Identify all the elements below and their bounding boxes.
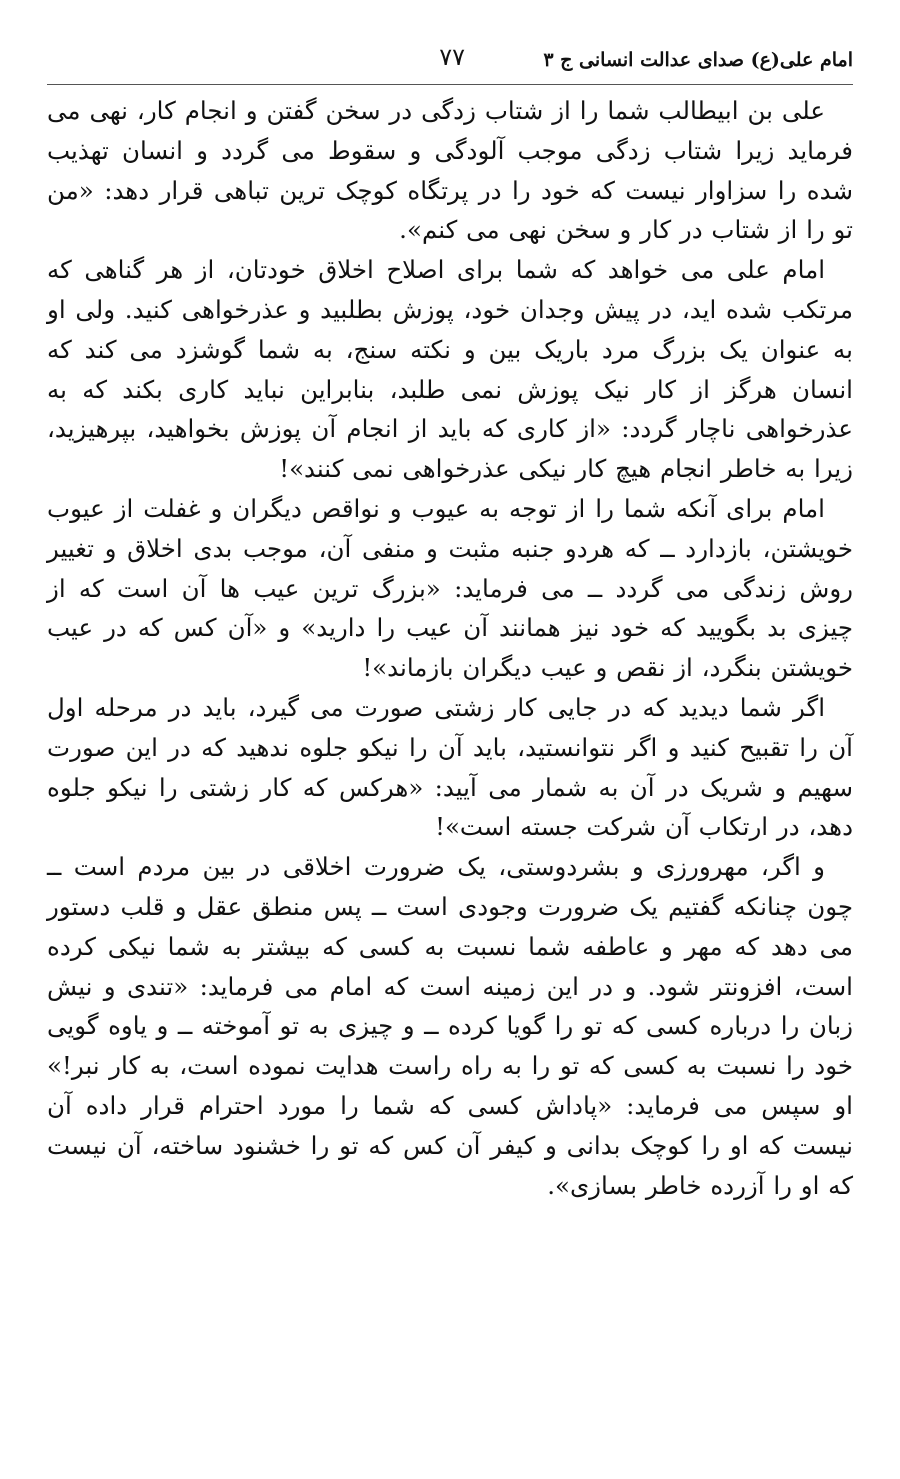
running-title: امام علی(ع) صدای عدالت انسانی ج ۳ xyxy=(543,49,853,71)
paragraph-3: امام برای آنکه شما را از توجه به عیوب و نواقص دیگران و غفلت از عیوب خویشتن، بازدارد ــ که هردو جنبه مثبت و منفی آن، موجب بدی اخلاق و تغییر روش زندگی می گردد ــ می فرماید: «بزرگ ترین عیب ها آن است که از چیزی بد بگویید که خود نیز همانند آن عیب را دارید» و «آن کس که در عیب خویشتن بنگرد، از نقص و عیب دیگران بازماند»! xyxy=(47,493,853,683)
paragraph-1: علی بن ابیطالب شما را از شتاب زدگی در سخن گفتن و انجام کار، نهی می فرماید زیرا شتاب زدگی موجب آلودگی و سقوط می گردد و انسان تهذیب شده را سزاوار نیست که خود را در پرتگاه کوچک ترین تباهی قرار دهد: «من تو را از شتاب در کار و سخن نهی می کنم». xyxy=(47,96,853,245)
paragraph-2: امام علی می خواهد که شما برای اصلاح اخلاق خودتان، از هر گناهی که مرتکب شده اید، در پیش وجدان خود، پوزش بطلبید و عذرخواهی کنید. ولی او به عنوان یک بزرگ مرد باریک بین و نکته سنج، به شما گوشزد می کند که انسان هرگز از کار نیک پوزش نمی طلبد، بنابراین نباید کاری بکند که به عذرخواهی ناچار گردد: «از کاری که باید از انجام آن پوزش بخواهید، بپرهیزید، زیرا به خاطر انجام هیچ کار نیکی عذرخواهی نمی کنند»! xyxy=(47,255,853,484)
body-text xyxy=(47,91,853,1205)
paragraph-5: و اگر، مهرورزی و بشردوستی، یک ضرورت اخلاقی در بین مردم است ــ چون چنانکه گفتیم یک ضرورت وجودی است ــ پس منطق عقل و قلب دستور می دهد که مهر و عاطفه شما نسبت به کسی که بیشتر به شما نیکی کرده است، افزونتر شود. و در این زمینه است که امام می فرماید: «تندی و نیش زبان را درباره کسی که تو را گویا کرده ــ و چیزی به تو آموخته ــ و یاوه گویی خود را نسبت به کسی که تو را به راه راست هدایت نموده است، به کار نبر!» او سپس می فرماید: «پاداش کسی که شما را مورد احترام قرار داده آن نیست که او را کوچک بدانی و کیفر آن کس که تو را خشنود ساخته، آن نیست که او را آزرده خاطر بسازی». xyxy=(47,852,854,1200)
page-number: ۷۷ xyxy=(439,43,465,71)
paragraph-4: اگر شما دیدید که در جایی کار زشتی صورت می گیرد، باید در مرحله اول آن را تقبیح کنید و اگر نتوانستید، باید آن را نیکو جلوه ندهید که در این صورت سهیم و شریک در آن به شمار می آیید: «هرکس که کار زشتی را نیکو جلوه دهد، در ارتکاب آن شرکت جسته است»! xyxy=(47,692,853,842)
page-header xyxy=(47,38,853,85)
